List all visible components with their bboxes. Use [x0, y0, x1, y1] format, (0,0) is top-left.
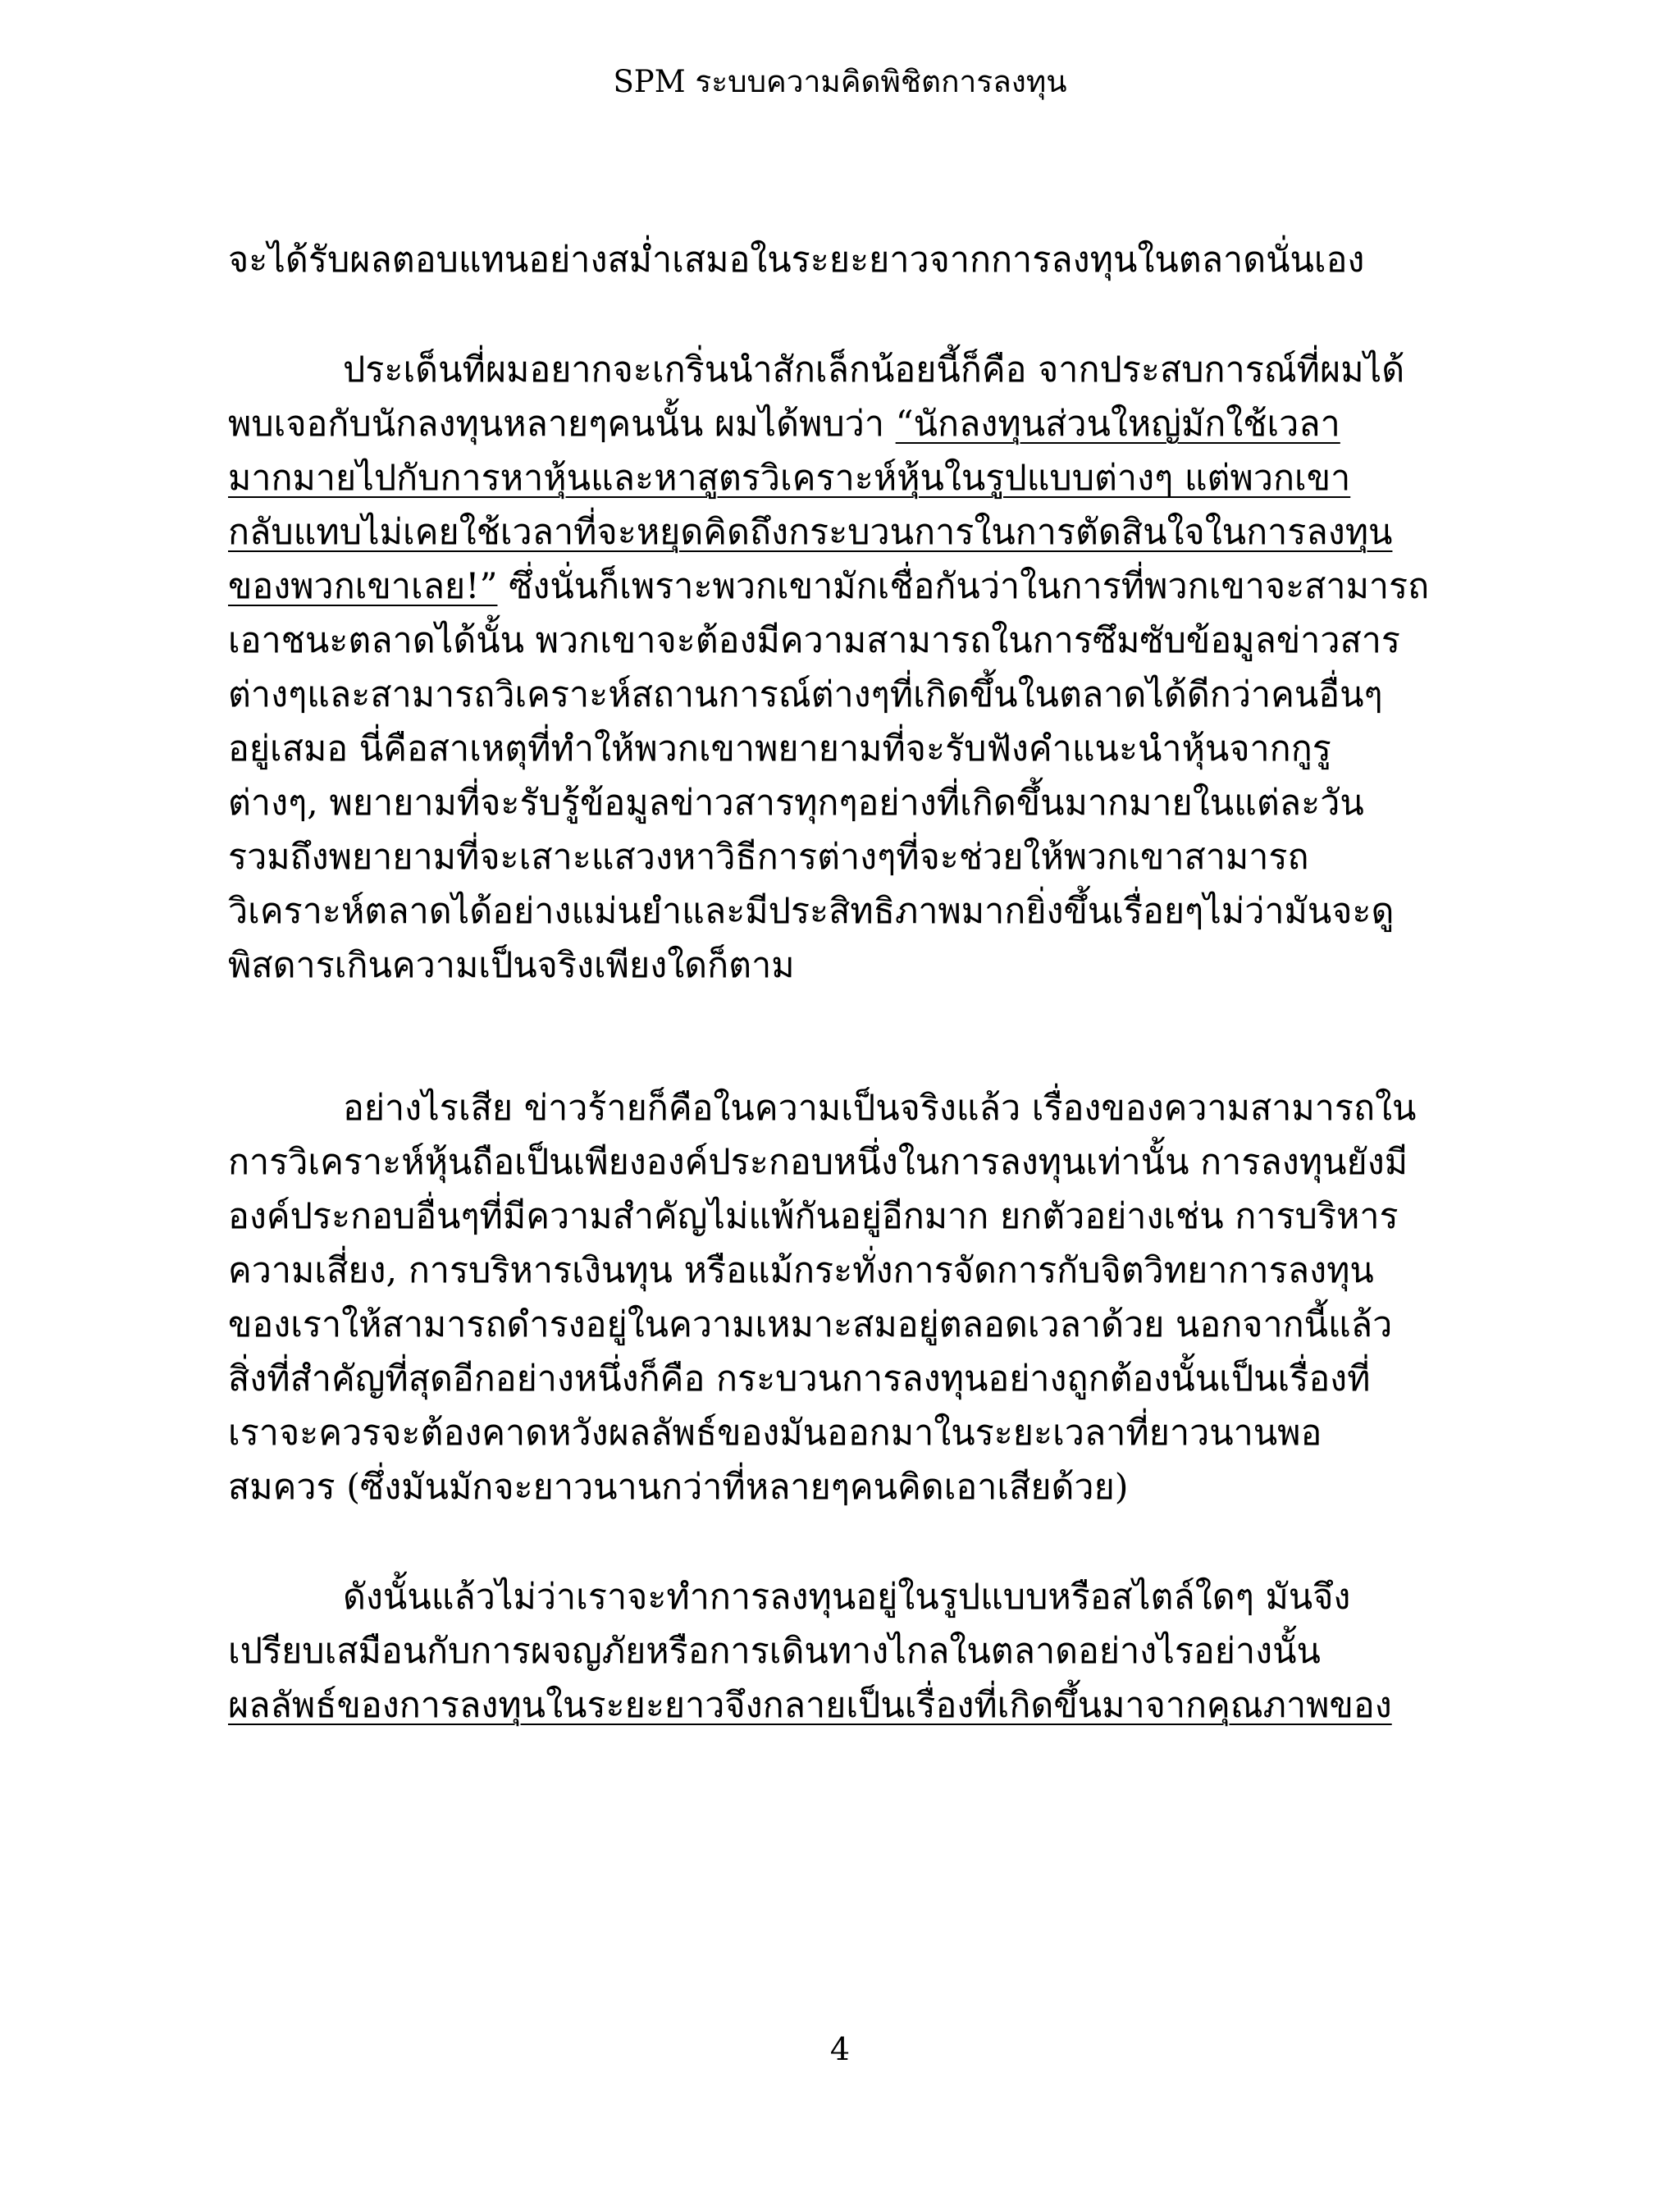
page-body: [228, 233, 1459, 1733]
text-line: อย่างไรเสีย ข่าวร้ายก็คือในความเป็นจริงแล้ว เรื่องของความสามารถใน: [343, 1088, 1417, 1129]
text-line: การวิเคราะห์หุ้นถือเป็นเพียงองค์ประกอบหนึ่งในการลงทุนเท่านั้น การลงทุนยังมี: [228, 1142, 1408, 1183]
text-line: ความเสี่ยง, การบริหารเงินทุน หรือแม้กระทั่งการจัดการกับจิตวิทยาการลงทุน: [228, 1250, 1374, 1291]
underlined-quote-line: มากมายไปกับการหาหุ้นและหาสูตรวิเคราะห์หุ้นในรูปแบบต่างๆ แต่พวกเขา: [228, 458, 1351, 499]
paragraph-2: [228, 343, 1459, 993]
paragraph-4: [228, 1570, 1459, 1733]
running-header: SPM ระบบความคิดพิชิตการลงทุน: [613, 64, 1067, 99]
text-line: [228, 559, 1459, 614]
underlined-quote: ของพวกเขาเลย!”: [228, 566, 498, 607]
underlined-emphasis-line: ผลลัพธ์ของการลงทุนในระยะยาวจึงกลายเป็นเรื่องที่เกิดขึ้นมาจากคุณภาพของ: [228, 1685, 1392, 1726]
text-line: รวมถึงพยายามที่จะเสาะแสวงหาวิธีการต่างๆที่จะช่วยให้พวกเขาสามารถ: [228, 837, 1309, 878]
text-segment: พบเจอกับนักลงทุนหลายๆคนนั้น ผมได้พบว่า: [228, 404, 896, 445]
text-line: ต่างๆและสามารถวิเคราะห์สถานการณ์ต่างๆที่เกิดขึ้นในตลาดได้ดีกว่าคนอื่นๆ: [228, 674, 1383, 715]
text-line: พิสดารเกินความเป็นจริงเพียงใดก็ตาม: [228, 945, 795, 986]
text-segment: ซึ่งนั่นก็เพราะพวกเขามักเชื่อกันว่าในการที่พวกเขาจะสามารถ: [497, 566, 1430, 607]
text-line: วิเคราะห์ตลาดได้อย่างแม่นยำและมีประสิทธิภาพมากยิ่งขึ้นเรื่อยๆไม่ว่ามันจะดู: [228, 891, 1395, 932]
text-line: สิ่งที่สำคัญที่สุดอีกอย่างหนึ่งก็คือ กระบวนการลงทุนอย่างถูกต้องนั้นเป็นเรื่องที่: [228, 1358, 1371, 1399]
text-line: เอาชนะตลาดได้นั้น พวกเขาจะต้องมีความสามารถในการซึมซับข้อมูลข่าวสาร: [228, 620, 1401, 661]
text-line: [228, 397, 1459, 451]
text-line: อยู่เสมอ นี่คือสาเหตุที่ทำให้พวกเขาพยายามที่จะรับฟังคำแนะนำหุ้นจากกูรู: [228, 728, 1331, 769]
text-line: องค์ประกอบอื่นๆที่มีความสำคัญไม่แพ้กันอยู่อีกมาก ยกตัวอย่างเช่น การบริหาร: [228, 1196, 1399, 1237]
text-line: ของเราให้สามารถดำรงอยู่ในความเหมาะสมอยู่ตลอดเวลาด้วย นอกจากนี้แล้ว: [228, 1304, 1393, 1345]
text-line: จะได้รับผลตอบแทนอย่างสม่ำเสมอในระยะยาวจากการลงทุนในตลาดนั่นเอง: [228, 240, 1365, 281]
text-line: ประเด็นที่ผมอยากจะเกริ่นนำสักเล็กน้อยนี้ก็คือ จากประสบการณ์ที่ผมได้: [343, 349, 1405, 390]
underlined-quote-line: กลับแทบไม่เคยใช้เวลาที่จะหยุดคิดถึงกระบวนการในการตัดสินใจในการลงทุน: [228, 512, 1393, 553]
text-line: สมควร (ซึ่งมันมักจะยาวนานกว่าที่หลายๆคนคิดเอาเสียด้วย): [228, 1467, 1129, 1508]
underlined-quote: “นักลงทุนส่วนใหญ่มักใช้เวลา: [895, 404, 1340, 445]
paragraph-1: [228, 233, 1459, 287]
paragraph-3: [228, 1081, 1459, 1514]
text-line: ต่างๆ, พยายามที่จะรับรู้ข้อมูลข่าวสารทุกๆอย่างที่เกิดขึ้นมากมายในแต่ละวัน: [228, 783, 1364, 824]
text-line: ดังนั้นแล้วไม่ว่าเราจะทำการลงทุนอยู่ในรูปแบบหรือสไตล์ใดๆ มันจึง: [343, 1577, 1351, 1618]
text-line: เราจะควรจะต้องคาดหวังผลลัพธ์ของมันออกมาในระยะเวลาที่ยาวนานพอ: [228, 1413, 1322, 1454]
page-number: 4: [829, 2031, 851, 2067]
text-line: เปรียบเสมือนกับการผจญภัยหรือการเดินทางไกลในตลาดอย่างไรอย่างนั้น: [228, 1631, 1321, 1672]
